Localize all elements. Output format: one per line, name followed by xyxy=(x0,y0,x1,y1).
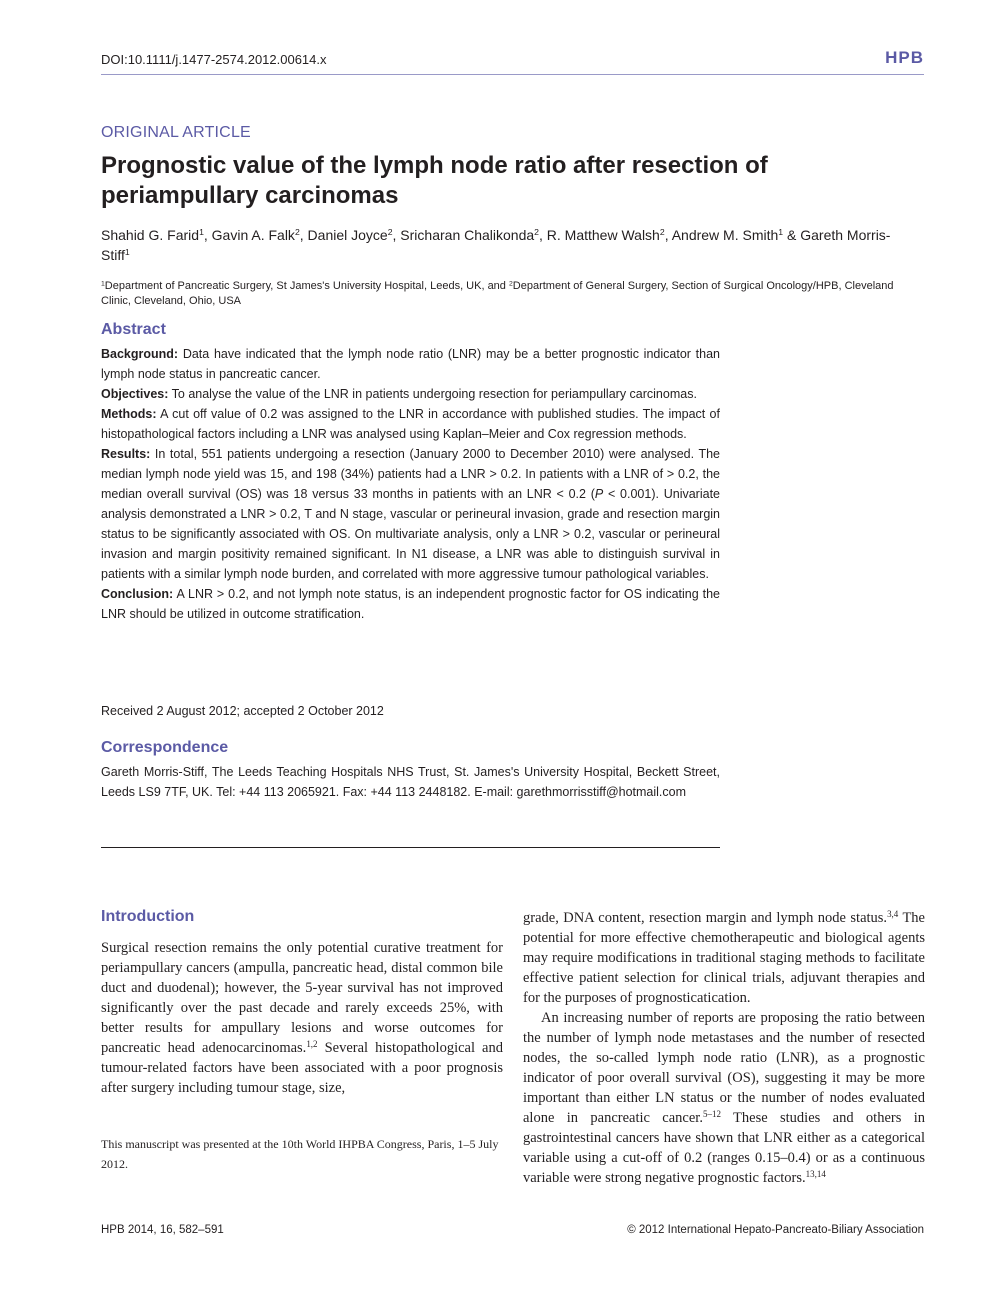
intro-text: grade, DNA content, resection margin and lymph node status. xyxy=(523,910,888,926)
footnote: This manuscript was presented at the 10th World IHPBA Congress, Paris, 1–5 July 2012. xyxy=(101,1137,499,1171)
objectives-label: Objectives: xyxy=(101,387,169,401)
intro-text: Several histopathological and tumour-related factors have been associated with a poor prognosis after surgery including tumour stage, size, xyxy=(101,1040,503,1096)
author-affiliation-mark: 2 xyxy=(387,227,393,238)
affiliation-mark: 2 xyxy=(508,280,513,288)
abstract-background xyxy=(101,344,720,384)
results-label: Results: xyxy=(101,447,151,461)
intro-paragraph xyxy=(523,908,925,1008)
article-title: Prognostic value of the lymph node ratio after resection of periampullary carcinomas xyxy=(101,152,768,209)
methods-label: Methods: xyxy=(101,407,157,421)
intro-text: The potential for more effective chemotherapeutic and biological agents may require modifications in traditional staging methods to facilitate effective patient selection for clinical trials, adjuvant therapies and for the purposes of prognosticatication. xyxy=(523,910,925,1006)
author-affiliation-mark: 1 xyxy=(124,246,130,257)
author-name: Shahid G. Farid xyxy=(101,227,200,243)
affiliation-mark: 1 xyxy=(101,280,105,288)
author-name: , R. Matthew Walsh xyxy=(539,227,660,243)
conclusion-text: A LNR > 0.2, and not lymph note status, is an independent prognostic factor for OS indicating the LNR should be utilized in outcome stratification. xyxy=(101,587,720,621)
author-affiliation-mark: 2 xyxy=(294,227,300,238)
citation: 5–12 xyxy=(702,1109,721,1120)
background-text: Data have indicated that the lymph node ratio (LNR) may be a better prognostic indicator than lymph node status in pancreatic cancer. xyxy=(101,347,720,381)
author-list xyxy=(101,226,891,265)
citation: 3,4 xyxy=(887,909,899,920)
methods-text: A cut off value of 0.2 was assigned to the LNR in accordance with published studies. The impact of histopathological factors including a LNR was analysed using Kaplan–Meier and Cox regression methods. xyxy=(101,407,720,441)
intro-paragraph xyxy=(523,1008,925,1188)
affiliation-text: Department of Pancreatic Surgery, St James's University Hospital, Leeds, UK, and xyxy=(104,280,509,292)
intro-text: Surgical resection remains the only potential curative treatment for periampullary cancers (ampulla, pancreatic head, distal common bile duct and duodenal); however, the 5-year survival has not improved significantly over the past decade and rarely exceeds 25%, with better results for ampullary lesions and worse outcomes for pancreatic head adenocarcinomas. xyxy=(101,940,503,1056)
results-text: In total, 551 patients undergoing a resection (January 2000 to December 2010) were analysed. The median lymph node yield was 15, and 198 (34%) patients had a LNR > 0.2. In patients with a LNR of > 0.2, the median overall survival (OS) was 18 versus 33 months in patients with an LNR < 0.2 ( xyxy=(101,447,720,501)
footer-citation: HPB 2014, 16, 582–591 xyxy=(101,1224,224,1236)
objectives-text: To analyse the value of the LNR in patients undergoing resection for periampullary carcinomas. xyxy=(171,387,697,401)
citation: 13,14 xyxy=(805,1169,826,1180)
intro-text: An increasing number of reports are proposing the ratio between the number of lymph node metastases and the number of resected nodes, the so-called lymph node ratio (LNR), as a prognostic indicator of poor overall survival (OS), suggesting it may be more important than either LN status or the number of nodes evaluated alone in pancreatic cancer. xyxy=(523,1010,925,1126)
abstract-body xyxy=(101,344,720,624)
author-name: , Andrew M. Smith xyxy=(664,227,779,243)
p-value-symbol: P xyxy=(594,487,604,501)
author-affiliation-mark: 1 xyxy=(778,227,784,238)
abstract-objectives xyxy=(101,384,720,404)
abstract-divider xyxy=(101,847,720,848)
intro-right-column xyxy=(523,908,925,1188)
author-name: , Gavin A. Falk xyxy=(203,227,295,243)
affiliations xyxy=(101,279,924,309)
citation: 1,2 xyxy=(306,1039,318,1050)
affiliation-text: Department of General Surgery, Section of Surgical Oncology/HPB, Cleveland Clinic, Cleveland, Ohio, USA xyxy=(101,280,894,307)
author-name: , Daniel Joyce xyxy=(299,227,388,243)
author-name: , Sricharan Chalikonda xyxy=(392,227,535,243)
author-affiliation-mark: 2 xyxy=(534,227,539,238)
doi: DOI:10.1111/j.1477-2574.2012.00614.x xyxy=(101,52,327,67)
abstract-results xyxy=(101,444,720,584)
section-label: ORIGINAL ARTICLE xyxy=(101,124,251,141)
results-text: < 0.001). Univariate analysis demonstrated a LNR > 0.2, T and N stage, vascular or perineural invasion, grade and resection margin status to be significantly associated with OS. On multivariate analysis, only a LNR > 0.2, vascular or perineural invasion and margin positivity remained significant. In N1 disease, a LNR was able to distinguish survival in patients with a similar lymph node burden, and correlated with more aggressive tumour pathological variables. xyxy=(101,487,720,581)
background-label: Background: xyxy=(101,347,179,361)
header-divider xyxy=(101,74,924,75)
footer-copyright: © 2012 International Hepato-Pancreato-Biliary Association xyxy=(627,1224,924,1236)
intro-text: These studies and others in gastrointestinal cancers have shown that LNR either as a categorical variable using a cut-off of 0.2 (ranges 0.15–0.4) or as a continuous variable were strong negative prognostic factors. xyxy=(523,1110,926,1186)
conclusion-label: Conclusion: xyxy=(101,587,174,601)
abstract-methods xyxy=(101,404,720,444)
abstract-conclusion xyxy=(101,584,720,624)
intro-paragraph xyxy=(101,938,503,1098)
abstract-heading: Abstract xyxy=(101,321,166,338)
correspondence-text: Gareth Morris-Stiff, The Leeds Teaching Hospitals NHS Trust, St. James's University Hospital, Beckett Street, Leeds LS9 7TF, UK. Tel: +44 113 2065921. Fax: +44 113 2448182. E-mail: garethmorrisstiff@hotmail.com xyxy=(101,765,720,799)
correspondence-heading: Correspondence xyxy=(101,739,229,756)
journal-brand: HPB xyxy=(885,48,924,67)
author-name: & Gareth Morris-Stiff xyxy=(101,227,891,263)
received-dates: Received 2 August 2012; accepted 2 October 2012 xyxy=(101,704,384,718)
introduction-heading: Introduction xyxy=(101,908,195,925)
author-affiliation-mark: 2 xyxy=(659,227,665,238)
author-affiliation-mark: 1 xyxy=(199,227,204,238)
intro-left-column xyxy=(101,938,503,1098)
